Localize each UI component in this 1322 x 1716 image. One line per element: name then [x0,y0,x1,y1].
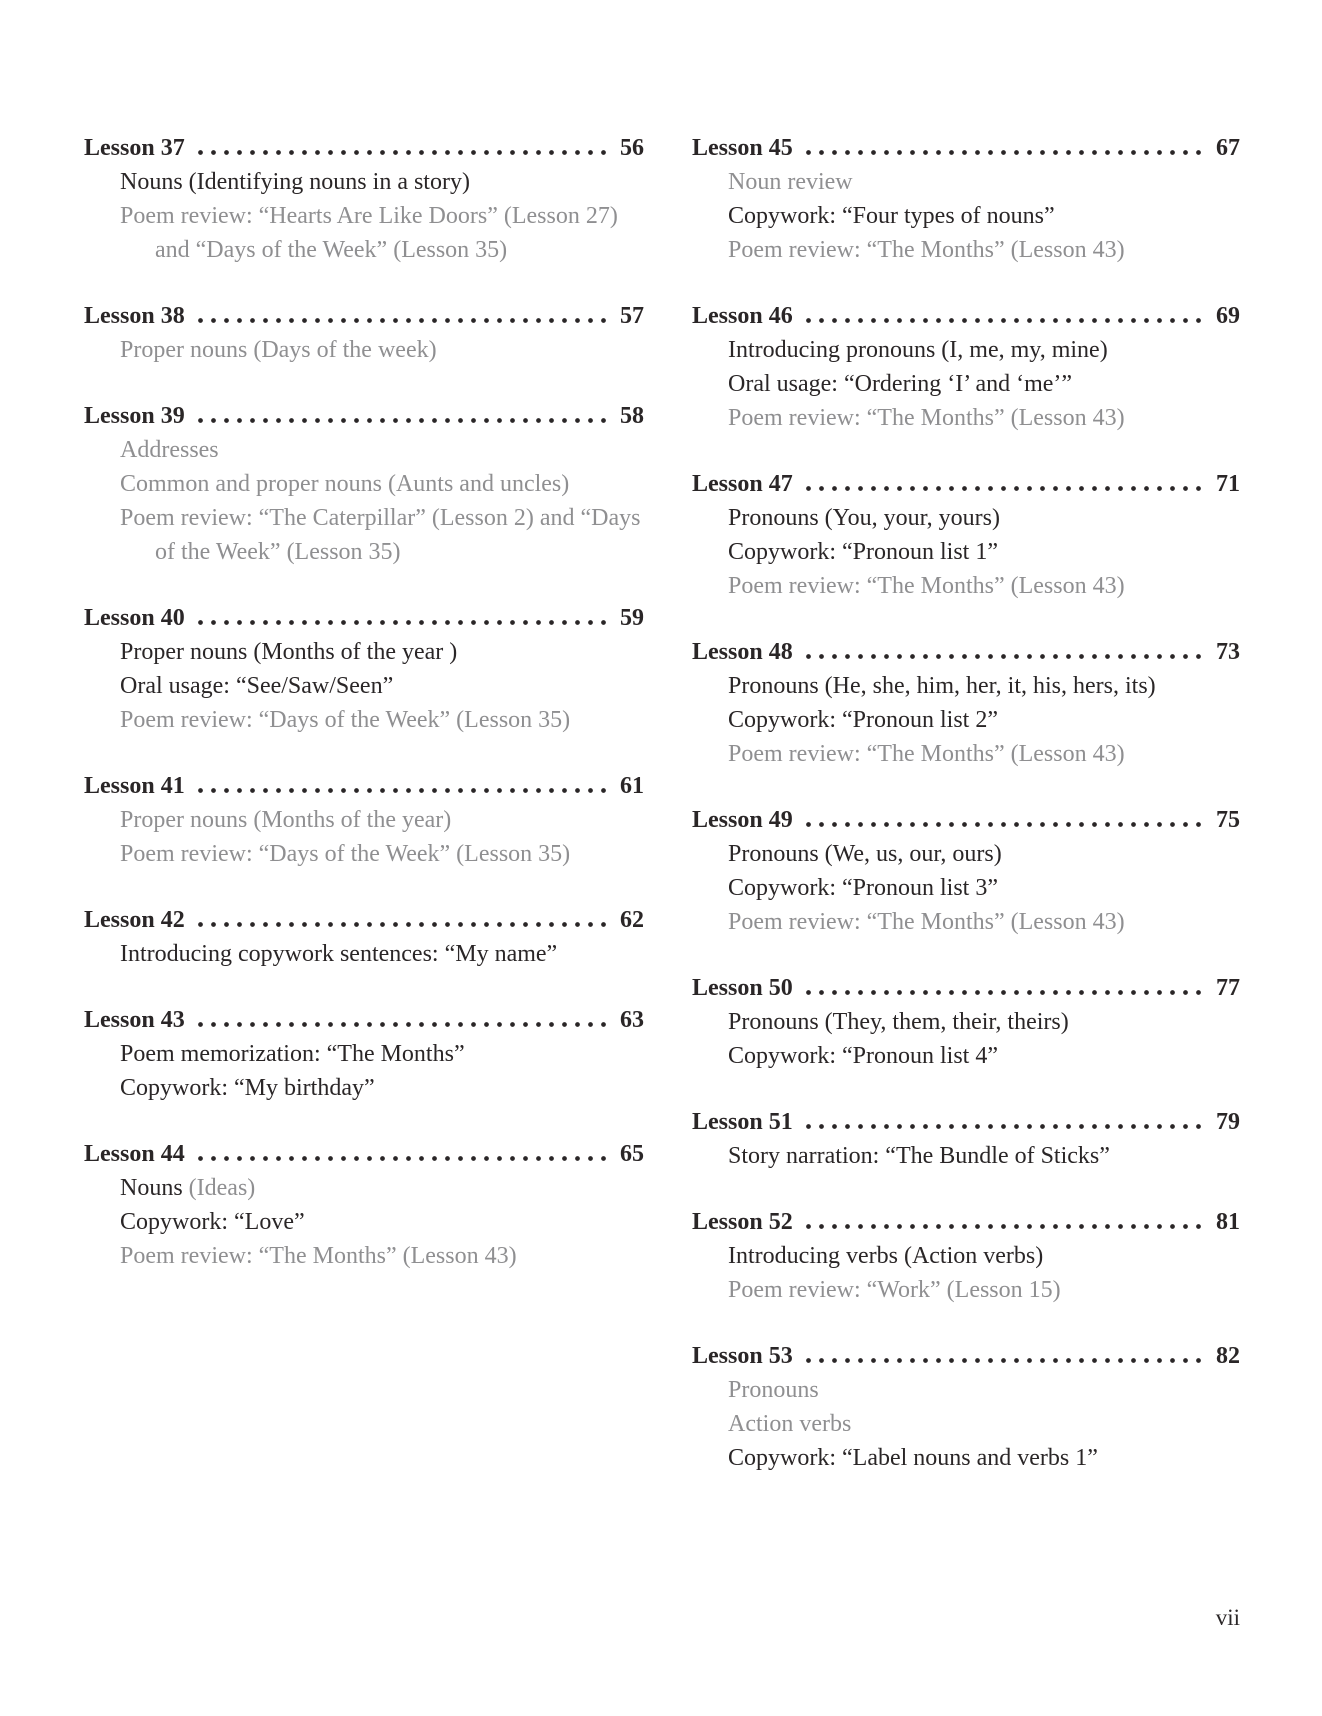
toc-entry-items [692,1139,1240,1173]
toc-entry [84,769,644,871]
toc-item [84,635,644,669]
toc-item [692,871,1240,905]
toc-item-text: Pronouns (He, she, him, her, it, his, hers, its) [728,673,1156,699]
toc-item [692,1373,1240,1407]
toc-item [692,737,1240,771]
toc-item [84,1171,644,1205]
toc-item-text: Copywork: “Pronoun list 2” [728,707,998,733]
toc-entry [84,299,644,367]
toc-item [692,199,1240,233]
toc-item-text-muted: Poem review: “The Months” (Lesson 43) [728,573,1125,599]
toc-item-text: Oral usage: “See/Saw/Seen” [120,673,394,699]
toc-item [84,1071,644,1105]
toc-item [692,401,1240,435]
toc-entry [84,399,644,569]
page-number: 71 [1216,471,1240,497]
toc-entry-items [84,433,644,569]
lesson-label: Lesson 48 [692,639,793,665]
toc-entry [692,1205,1240,1307]
toc-item-text-muted: Proper nouns (Months of the year) [120,807,452,833]
toc-item [692,1407,1240,1441]
toc-entry [692,467,1240,603]
toc-entry [692,1105,1240,1173]
lesson-label: Lesson 50 [692,975,793,1001]
lesson-label: Lesson 40 [84,605,185,631]
toc-entry [84,1137,644,1273]
toc-item-text: Proper nouns (Months of the year ) [120,639,458,665]
toc-entry-items [84,333,644,367]
toc-entry-heading [84,769,644,803]
page-number: 67 [1216,135,1240,161]
toc-entry-items [692,333,1240,435]
toc-entry [692,131,1240,267]
page-number: 58 [620,403,644,429]
toc-entry-items [692,1373,1240,1475]
page-number: 65 [620,1141,644,1167]
toc-item [84,1037,644,1071]
page-number: 81 [1216,1209,1240,1235]
dot-leader [194,601,613,635]
toc-item-text-muted: Action verbs [728,1411,852,1437]
dot-leader [194,1003,613,1037]
dot-leader [194,299,613,333]
toc-entry-items [692,1239,1240,1307]
toc-item [84,165,644,199]
toc-item-text: Pronouns (You, your, yours) [728,505,1000,531]
toc-item [692,165,1240,199]
toc-item [692,1239,1240,1273]
dot-leader [802,971,1209,1005]
toc-entry-items [692,165,1240,267]
toc-item-text-muted: Poem review: “The Months” (Lesson 43) [728,741,1125,767]
toc-item-text-muted: Poem review: “Days of the Week” (Lesson 35) [120,841,571,867]
toc-entry-heading [692,635,1240,669]
toc-entry-heading [84,399,644,433]
lesson-label: Lesson 41 [84,773,185,799]
toc-item [692,1139,1240,1173]
toc-entry-items [84,803,644,871]
toc-item-text-muted: Poem review: “The Caterpillar” (Lesson 2) and “Days of the Week” (Lesson 35) [120,505,641,565]
dot-leader [802,131,1209,165]
toc-item [692,1039,1240,1073]
toc-item-text-muted: (Ideas) [188,1175,256,1201]
toc-item-text: Copywork: “Four types of nouns” [728,203,1055,229]
page-number: 69 [1216,303,1240,329]
dot-leader [802,1105,1209,1139]
toc-entry-heading [692,971,1240,1005]
page-number: 82 [1216,1343,1240,1369]
toc-column-left [84,131,644,1305]
dot-leader [802,1205,1209,1239]
toc-entry-heading [84,601,644,635]
toc-item [84,467,644,501]
toc-item-text: Story narration: “The Bundle of Sticks” [728,1143,1110,1169]
toc-item-text: Poem memorization: “The Months” [120,1041,465,1067]
toc-entry-items [692,501,1240,603]
page-number: 61 [620,773,644,799]
toc-item [692,837,1240,871]
toc-item [692,703,1240,737]
toc-item-text: Nouns (Identifying nouns in a story) [120,169,470,195]
toc-item-text: Copywork: “Label nouns and verbs 1” [728,1445,1098,1471]
toc-entry [692,803,1240,939]
lesson-label: Lesson 38 [84,303,185,329]
toc-item [84,837,644,871]
toc-item [692,905,1240,939]
toc-entry-heading [692,1205,1240,1239]
toc-item-text-muted: Poem review: “The Months” (Lesson 43) [728,405,1125,431]
dot-leader [802,467,1209,501]
toc-item [84,669,644,703]
toc-item [692,333,1240,367]
toc-entry-items [692,837,1240,939]
toc-item-text: Copywork: “Pronoun list 4” [728,1043,998,1069]
toc-item-text-muted: Poem review: “Work” (Lesson 15) [728,1277,1061,1303]
toc-item [84,433,644,467]
lesson-label: Lesson 47 [692,471,793,497]
toc-entry-heading [692,1105,1240,1139]
lesson-label: Lesson 43 [84,1007,185,1033]
toc-item-text-muted: Noun review [728,169,853,195]
page-number: 77 [1216,975,1240,1001]
lesson-label: Lesson 49 [692,807,793,833]
toc-item-text-muted: Poem review: “The Months” (Lesson 43) [120,1243,517,1269]
page-number: 62 [620,907,644,933]
page-number: 75 [1216,807,1240,833]
toc-entry [692,299,1240,435]
lesson-label: Lesson 37 [84,135,185,161]
dot-leader [802,1339,1209,1373]
toc-item-text-muted: Common and proper nouns (Aunts and uncles) [120,471,570,497]
toc-item [692,1441,1240,1475]
toc-entry-items [84,165,644,267]
toc-entry-heading [84,1137,644,1171]
toc-entry-items [84,1037,644,1105]
dot-leader [802,803,1209,837]
toc-item [84,501,644,569]
toc-item-text: Copywork: “Pronoun list 1” [728,539,998,565]
toc-column-right [692,131,1240,1507]
toc-entry [84,903,644,971]
toc-item-text-muted: Proper nouns (Days of the week) [120,337,437,363]
dot-leader [194,903,613,937]
page-number: 79 [1216,1109,1240,1135]
toc-item [84,803,644,837]
toc-item-text: Introducing verbs (Action verbs) [728,1243,1044,1269]
page-number: 73 [1216,639,1240,665]
toc-entry [84,131,644,267]
dot-leader [802,635,1209,669]
page-number: 56 [620,135,644,161]
toc-item-text-muted: Poem review: “The Months” (Lesson 43) [728,237,1125,263]
dot-leader [194,399,613,433]
toc-entry-heading [84,903,644,937]
toc-item-text: Pronouns (They, them, their, theirs) [728,1009,1069,1035]
toc-entry-items [84,635,644,737]
toc-item [692,1005,1240,1039]
toc-entry-heading [84,131,644,165]
toc-entry-items [84,1171,644,1273]
toc-item [84,199,644,267]
toc-entry-heading [692,131,1240,165]
toc-entry-heading [692,803,1240,837]
toc-item [692,233,1240,267]
lesson-label: Lesson 42 [84,907,185,933]
toc-columns [84,131,1240,1507]
toc-entry [84,601,644,737]
toc-item [692,501,1240,535]
page-number: 59 [620,605,644,631]
toc-item-text-muted: Pronouns [728,1377,819,1403]
toc-item [84,1205,644,1239]
toc-item-text: Pronouns (We, us, our, ours) [728,841,1002,867]
toc-item-text: Copywork: “My birthday” [120,1075,375,1101]
toc-entry [692,971,1240,1073]
toc-entry [692,635,1240,771]
toc-item [692,1273,1240,1307]
lesson-label: Lesson 51 [692,1109,793,1135]
toc-entry-heading [84,1003,644,1037]
dot-leader [802,299,1209,333]
toc-item-text: Oral usage: “Ordering ‘I’ and ‘me’” [728,371,1073,397]
toc-item [84,937,644,971]
dot-leader [194,1137,613,1171]
toc-item [692,669,1240,703]
toc-item-text: Introducing pronouns (I, me, my, mine) [728,337,1108,363]
toc-entry [692,1339,1240,1475]
toc-item-text: Nouns [120,1175,189,1201]
lesson-label: Lesson 39 [84,403,185,429]
lesson-label: Lesson 53 [692,1343,793,1369]
toc-item-text-muted: Addresses [120,437,219,463]
dot-leader [194,769,613,803]
lesson-label: Lesson 52 [692,1209,793,1235]
toc-entry-items [692,1005,1240,1073]
toc-entry-heading [84,299,644,333]
toc-entry-heading [692,299,1240,333]
toc-item [692,367,1240,401]
toc-entry-items [84,937,644,971]
page-number: 63 [620,1007,644,1033]
toc-item-text: Copywork: “Pronoun list 3” [728,875,998,901]
dot-leader [194,131,613,165]
lesson-label: Lesson 45 [692,135,793,161]
toc-item-text: Introducing copywork sentences: “My name” [120,941,558,967]
toc-item-text: Copywork: “Love” [120,1209,305,1235]
toc-item [692,535,1240,569]
toc-entry-heading [692,467,1240,501]
toc-entry-items [692,669,1240,771]
toc-entry [84,1003,644,1105]
page-number: 57 [620,303,644,329]
lesson-label: Lesson 44 [84,1141,185,1167]
folio-page-number: vii [1215,1605,1240,1630]
toc-item [84,1239,644,1273]
toc-item [84,703,644,737]
lesson-label: Lesson 46 [692,303,793,329]
toc-item-text-muted: Poem review: “The Months” (Lesson 43) [728,909,1125,935]
toc-item [84,333,644,367]
toc-entry-heading [692,1339,1240,1373]
toc-item-text-muted: Poem review: “Hearts Are Like Doors” (Lesson 27) and “Days of the Week” (Lesson 35) [120,203,618,263]
toc-item [692,569,1240,603]
toc-item-text-muted: Poem review: “Days of the Week” (Lesson 35) [120,707,571,733]
